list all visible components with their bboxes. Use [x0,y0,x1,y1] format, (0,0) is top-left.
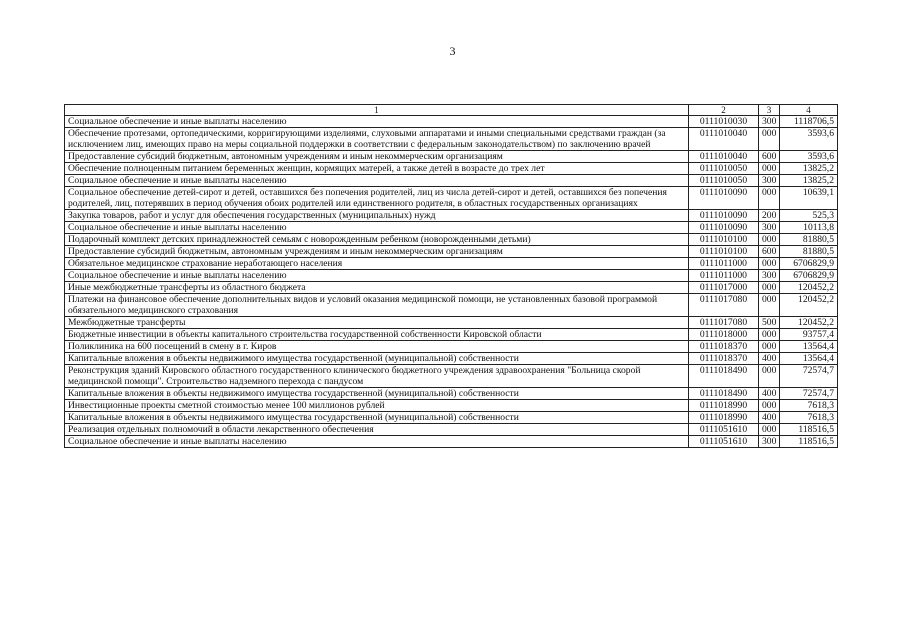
row-code: 0111010090 [689,187,759,210]
row-sum: 3593,6 [780,151,838,163]
table-row [65,128,838,151]
row-type: 000 [759,400,780,412]
row-code: 0111018990 [689,400,759,412]
row-code: 0111017080 [689,317,759,329]
row-code: 0111010050 [689,163,759,175]
row-name: Межбюджетные трансферты [65,317,689,329]
row-name: Обязательное медицинское страхование неработающего населения [65,258,689,270]
table-row [65,175,838,187]
row-type: 500 [759,317,780,329]
row-code: 0111051610 [689,436,759,448]
row-name: Социальное обеспечение и иные выплаты населению [65,436,689,448]
row-code: 0111010100 [689,246,759,258]
row-type: 000 [759,294,780,317]
row-sum: 10113,8 [780,222,838,234]
row-name: Социальное обеспечение и иные выплаты населению [65,270,689,282]
header-column-2: 2 [689,105,759,116]
row-type: 000 [759,365,780,388]
row-sum: 13825,2 [780,175,838,187]
row-name: Платежи на финансовое обеспечение дополнительных видов и условий оказания медицинской помощи, не установленных базовой программой обязательного медицинского страхования [65,294,689,317]
row-sum: 1118706,5 [780,116,838,128]
table-row [65,116,838,128]
row-type: 400 [759,353,780,365]
row-sum: 118516,5 [780,436,838,448]
row-code: 0111017000 [689,282,759,294]
header-column-1: 1 [65,105,689,116]
row-name: Социальное обеспечение и иные выплаты населению [65,116,689,128]
table-row [65,234,838,246]
row-sum: 13825,2 [780,163,838,175]
row-sum: 81880,5 [780,246,838,258]
row-name: Реализация отдельных полномочий в области лекарственного обеспечения [65,424,689,436]
table-row [65,400,838,412]
row-sum: 72574,7 [780,388,838,400]
row-sum: 10639,1 [780,187,838,210]
row-name: Подарочный комплект детских принадлежностей семьям с новорожденным ребенком (новорожденными детьми) [65,234,689,246]
row-sum: 120452,2 [780,282,838,294]
header-column-3: 3 [759,105,780,116]
row-name: Обеспечение полноценным питанием беременных женщин, кормящих матерей, а также детей в возрасте до трех лет [65,163,689,175]
row-name: Капитальные вложения в объекты недвижимого имущества государственной (муниципальной) собственности [65,388,689,400]
row-sum: 6706829,9 [780,258,838,270]
header-column-4: 4 [780,105,838,116]
row-code: 0111010050 [689,175,759,187]
row-code: 0111018370 [689,341,759,353]
row-code: 0111018490 [689,365,759,388]
table-row [65,222,838,234]
table-row [65,163,838,175]
row-type: 000 [759,282,780,294]
row-name: Реконструкция зданий Кировского областного государственного клинического бюджетного учреждения здравоохранения "Больница скорой медицинской помощи". Строительство надземного перехода с пандусом [65,365,689,388]
row-code: 0111051610 [689,424,759,436]
page-number: 3 [449,44,456,58]
table-header-row [65,105,838,116]
row-name: Социальное обеспечение и иные выплаты населению [65,175,689,187]
row-name: Бюджетные инвестиции в объекты капитального строительства государственной собственности Кировской области [65,329,689,341]
row-type: 000 [759,258,780,270]
budget-table [64,104,838,448]
table-row [65,341,838,353]
row-code: 0111010040 [689,151,759,163]
table-row [65,210,838,222]
row-type: 300 [759,270,780,282]
row-name: Социальное обеспечение и иные выплаты населению [65,222,689,234]
row-type: 300 [759,222,780,234]
row-name: Иные межбюджетные трансферты из областного бюджета [65,282,689,294]
row-sum: 72574,7 [780,365,838,388]
row-sum: 3593,6 [780,128,838,151]
row-type: 200 [759,210,780,222]
table-row [65,151,838,163]
row-sum: 7618,3 [780,400,838,412]
row-sum: 13564,4 [780,353,838,365]
row-name: Поликлиника на 600 посещений в смену в г. Киров [65,341,689,353]
row-name: Инвестиционные проекты сметной стоимостью менее 100 миллионов рублей [65,400,689,412]
table-row [65,187,838,210]
table-row [65,365,838,388]
row-name: Социальное обеспечение детей-сирот и детей, оставшихся без попечения родителей, лиц из числа детей-сирот и детей, оставшихся без попечения родителей, лиц, потерявших в период обучения обоих родителей или единственного родителя, в областных государственных организациях [65,187,689,210]
row-type: 000 [759,187,780,210]
row-sum: 13564,4 [780,341,838,353]
row-type: 000 [759,329,780,341]
table-row [65,317,838,329]
table-row [65,436,838,448]
row-sum: 120452,2 [780,317,838,329]
row-type: 400 [759,388,780,400]
table-row [65,412,838,424]
row-code: 0111010040 [689,128,759,151]
row-code: 0111010030 [689,116,759,128]
row-name: Капитальные вложения в объекты недвижимого имущества государственной (муниципальной) собственности [65,412,689,424]
row-sum: 118516,5 [780,424,838,436]
table-row [65,388,838,400]
row-code: 0111010090 [689,210,759,222]
row-sum: 93757,4 [780,329,838,341]
row-code: 0111018490 [689,388,759,400]
row-sum: 120452,2 [780,294,838,317]
row-type: 600 [759,151,780,163]
row-code: 0111018000 [689,329,759,341]
row-type: 000 [759,341,780,353]
row-type: 300 [759,436,780,448]
row-type: 000 [759,163,780,175]
row-type: 000 [759,424,780,436]
table-row [65,294,838,317]
table-row [65,424,838,436]
row-type: 400 [759,412,780,424]
row-name: Обеспечение протезами, ортопедическими, корригирующими изделиями, слуховыми аппаратами и иными специальными средствами граждан (за исключением лиц, имеющих право на меры социальной поддержки в соответствии с федеральным законодательством) по заключению врачей [65,128,689,151]
row-type: 300 [759,116,780,128]
row-code: 0111017080 [689,294,759,317]
row-code: 0111010100 [689,234,759,246]
table-row [65,270,838,282]
row-code: 0111010090 [689,222,759,234]
row-sum: 525,3 [780,210,838,222]
row-code: 0111018990 [689,412,759,424]
table-row [65,246,838,258]
row-type: 600 [759,246,780,258]
row-type: 000 [759,128,780,151]
row-sum: 6706829,9 [780,270,838,282]
table-row [65,329,838,341]
row-name: Закупка товаров, работ и услуг для обеспечения государственных (муниципальных) нужд [65,210,689,222]
row-code: 0111011000 [689,258,759,270]
row-type: 300 [759,175,780,187]
row-sum: 7618,3 [780,412,838,424]
row-sum: 81880,5 [780,234,838,246]
row-name: Предоставление субсидий бюджетным, автономным учреждениям и иным некоммерческим организациям [65,246,689,258]
row-name: Капитальные вложения в объекты недвижимого имущества государственной (муниципальной) собственности [65,353,689,365]
row-code: 0111011000 [689,270,759,282]
row-type: 000 [759,234,780,246]
table-row [65,258,838,270]
table-row [65,282,838,294]
row-code: 0111018370 [689,353,759,365]
table-row [65,353,838,365]
row-name: Предоставление субсидий бюджетным, автономным учреждениям и иным некоммерческим организациям [65,151,689,163]
